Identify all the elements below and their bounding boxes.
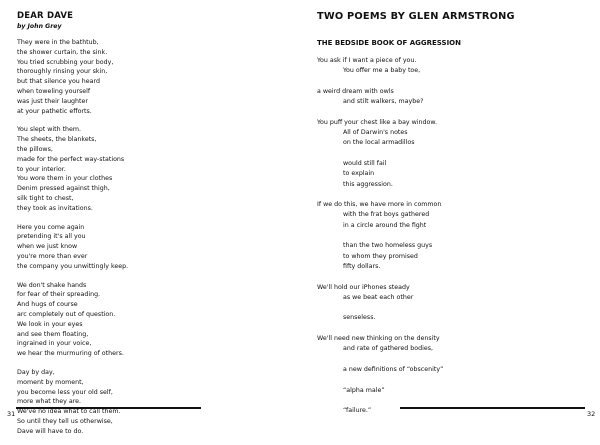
poem-line: “failure.” [343,407,372,415]
stanza [317,313,597,323]
poem-line: So until they tell us otherwise, [17,417,113,425]
poem-line: We'll need new thinking on the density [317,335,440,343]
poem-line: to whom they promised [343,252,418,260]
poem-line: with the frat boys gathered [343,211,430,219]
stanza [317,118,597,149]
poem-line: a new definitions of “obscenity” [343,365,444,373]
stanza [317,365,597,375]
poem-line: Dave will have to do. [17,427,84,435]
poem-line: And hugs of course [17,301,78,309]
poem-line: when we just know [17,243,78,251]
poem-line: silk tight to chest, [17,194,74,202]
page-number: 31 [7,410,16,418]
stanza [317,386,597,396]
poem-line: moment by moment, [17,378,84,386]
poem-line: pretending it's all you [17,233,86,241]
stanza [317,87,597,108]
poem-line: they took as invitations. [17,204,93,212]
poem-line: and rate of gathered bodies, [343,345,433,353]
stanza [317,200,597,231]
poem-line: Day by day, [17,368,55,376]
stanza [17,281,292,359]
stanza [317,56,597,77]
poem-line: than the two homeless guys [343,242,433,250]
poem-line: we hear the murmuring of others. [17,350,124,358]
poem-line: senseless. [343,314,376,322]
collection-title: TWO POEMS BY GLEN ARMSTRONG [317,11,515,22]
poem-line: All of Darwin's notes [343,129,408,137]
poem-line: We'll hold our iPhones steady [317,283,410,291]
stanza [317,334,597,355]
poem-line: for fear of their spreading. [17,291,101,299]
poem-line: to your interior. [17,165,66,173]
poem-line: you become less your old self, [17,388,113,396]
poem-line: the pillows, [17,145,53,153]
poem-line: to explain [343,170,375,178]
footer-rule [400,407,585,409]
poem-line: They were in the bathtub, [17,39,99,46]
poem-line: fifty dollars. [343,262,381,270]
poem-line: “alpha male” [343,386,385,394]
poem-line: more what they are. [17,398,82,406]
poem-body [17,38,292,445]
poem-line: in a circle around the fight [343,221,427,229]
poem-title: DEAR DAVE [17,11,74,21]
stanza [317,241,597,272]
poem-line: and see them floating, [17,330,89,338]
poem-line: would still fail [343,159,387,167]
poem-line: on the local armadillos [343,139,415,147]
stanza [317,283,597,304]
poem-line: made for the perfect way-stations [17,155,125,163]
poem-line: when toweling yourself [17,87,91,95]
right-page [300,0,600,424]
stanza [17,125,292,213]
stanza [17,368,292,437]
stanza [317,159,597,190]
footer-rule [16,407,201,409]
poem-line: We don't shake hands [17,281,87,289]
poem-line: you're more than ever [17,252,88,260]
poem-line: arc completely out of question. [17,310,116,318]
left-page [0,0,300,435]
stanza [17,38,292,116]
poem-line: If we do this, we have more in common [317,201,442,209]
poem-line: You offer me a baby toe, [343,67,421,75]
poem-line: as we beat each other [343,293,414,301]
stanza [17,223,292,272]
poem-line: We've no idea what to call them. [17,408,121,416]
poem-line: You wore them in your clothes [17,175,113,183]
poem-line: You tried scrubbing your body, [17,58,114,66]
poem-line: You slept with them. [17,126,82,134]
poem-byline: by John Grey [17,23,62,30]
poem-line: but that silence you heard [17,78,101,86]
poem-line: thoroughly rinsing your skin, [17,68,108,76]
poem-line: Here you come again [17,223,85,231]
poem-line: You puff your chest like a bay window. [317,118,437,126]
poem-line: Denim pressed against thigh, [17,185,110,193]
poem-line: this aggression. [343,180,393,188]
poem-line: a weird dream with owls [317,87,394,95]
poem-line: The sheets, the blankets, [17,136,97,144]
poem-line: at your pathetic efforts. [17,107,92,115]
poem-title: THE BEDSIDE BOOK OF AGGRESSION [317,39,461,47]
poem-line: You ask if I want a piece of you. [317,57,417,64]
poem-line: ingrained in your voice, [17,340,92,348]
poem-line: and stilt walkers, maybe? [343,98,424,106]
poem-line: the company you unwittingly keep. [17,262,129,270]
poem-line: was just their laughter [17,97,88,105]
poem-body [317,56,597,427]
poem-line: the shower curtain, the sink. [17,48,108,56]
poem-line: We look in your eyes [17,320,83,328]
page-number: 32 [587,410,596,418]
